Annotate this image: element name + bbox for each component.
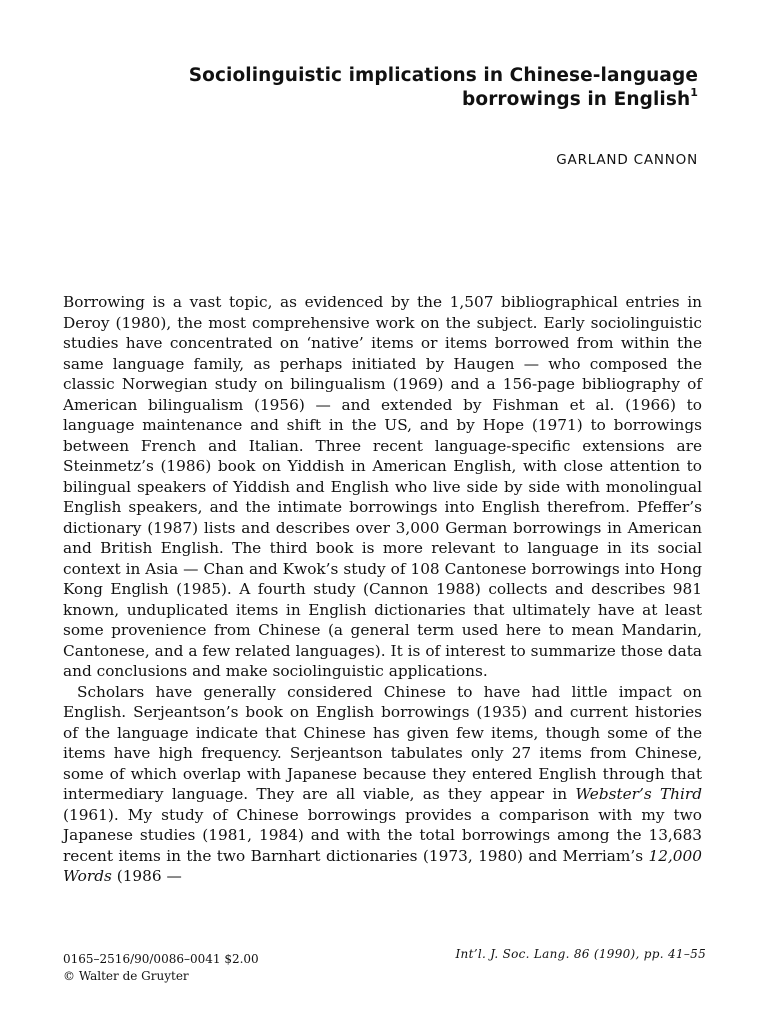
author-name: GARLAND CANNON [556, 152, 698, 168]
article-title [80, 64, 698, 112]
body-paragraph-2-part-2: (1961). My study of Chinese borrowings provides a comparison with my two Japanese studies (1981, 1984) and with the total borrowings among the 13,683 recent items in the two Barnhart dictionaries (1973, 1980) and Merriam’s [63, 805, 702, 865]
article-title-line-2-text: borrowings in English [462, 89, 691, 110]
article-title-line-2 [80, 85, 698, 112]
journal-citation: Int’l. J. Soc. Lang. 86 (1990), pp. 41–55 [455, 947, 706, 961]
body-paragraph-2-part-1: Scholars have generally considered Chinese to have had little impact on English. Serjeantson’s book on English borrowings (1935) and current histories of the language indicate that Chinese has given few items, though some of the items have high frequency. Serjeantson tabulates only 27 items from Chinese, some of which overlap with Japanese because they entered English through that intermediary language. They are all viable, as they appear in [63, 682, 702, 803]
websters-third-title: Webster’s Third [575, 785, 702, 803]
publisher-copyright: © Walter de Gruyter [63, 969, 189, 983]
article-body [63, 292, 702, 887]
title-footnote-mark[interactable]: 1 [690, 85, 698, 99]
body-paragraph-2 [63, 682, 702, 887]
body-paragraph-1: Borrowing is a vast topic, as evidenced by the 1,507 bibliographical entries in Deroy (1980), the most comprehensive work on the subject. Early sociolinguistic studies have concentrated on ‘native’ items or items borrowed from within the same language family, as perhaps initiated by Haugen — who composed the classic Norwegian study on bilingualism (1969) and a 156-page bibliography of American bilingualism (1956) — and extended by Fishman et al. (1966) to language maintenance and shift in the US, and by Hope (1971) to borrowings between French and Italian. Three recent language-specific extensions are Steinmetz’s (1986) book on Yiddish in American English, with close attention to bilingual speakers of Yiddish and English who live side by side with monolingual English speakers, and the intimate borrowings into English therefrom. Pfeffer’s dictionary (1987) lists and describes over 3,000 German borrowings in American and British English. The third book is more relevant to language in its social context in Asia — Chan and Kwok’s study of 108 Cantonese borrowings into Hong Kong English (1985). A fourth study (Cannon 1988) collects and describes 981 known, unduplicated items in English dictionaries that ultimately have at least some provenience from Chinese (a general term used here to mean Mandarin, Cantonese, and a few related languages). It is of interest to summarize those data and conclusions and make sociolinguistic applications. [63, 293, 702, 680]
issn-price-code: 0165–2516/90/0086–0041 $2.00 [63, 952, 259, 966]
footer-publication-info [63, 951, 259, 985]
article-title-line-1: Sociolinguistic implications in Chinese-language [188, 65, 698, 86]
body-paragraph-2-part-3: (1986 — [111, 867, 182, 885]
twelve-thousand-words-title: 12,000 Words [63, 846, 702, 885]
